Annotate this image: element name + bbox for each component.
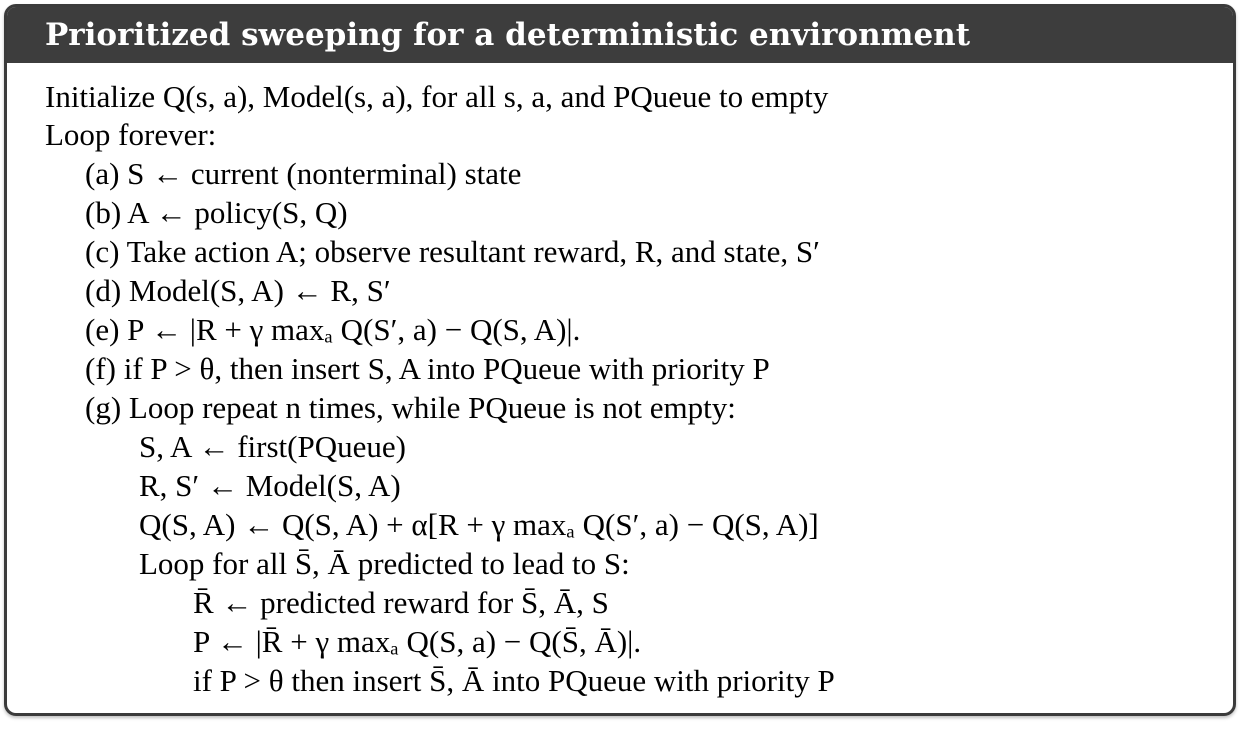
line-g-model: R, S′ ← Model(S, A): [139, 468, 401, 503]
line-step-g: (g) Loop repeat n times, while PQueue is not empty:: [85, 390, 736, 425]
line-g-first: S, A ← first(PQueue): [139, 429, 406, 464]
algorithm-body: [7, 63, 1233, 713]
line-step-f: (f) if P > θ, then insert S, A into PQueue with priority P: [85, 351, 770, 386]
line-loop-forever: Loop forever:: [45, 117, 217, 152]
algorithm-box: [4, 4, 1236, 716]
line-step-d: (d) Model(S, A) ← R, S′: [85, 273, 391, 308]
line-g-loop-pred: Loop for all S̄, Ā predicted to lead to S:: [139, 546, 630, 581]
line-g-insert: if P > θ then insert S̄, Ā into PQueue with priority P: [193, 663, 835, 698]
line-initialize: Initialize Q(s, a), Model(s, a), for all s, a, and PQueue to empty: [45, 79, 829, 114]
line-step-c: (c) Take action A; observe resultant reward, R, and state, S′: [85, 234, 820, 269]
line-step-a: (a) S ← current (nonterminal) state: [85, 156, 522, 191]
line-g-priority: P ← |R̄ + γ maxₐ Q(S, a) − Q(S̄, Ā)|.: [193, 624, 642, 659]
line-step-b: (b) A ← policy(S, Q): [85, 195, 348, 230]
line-step-e: (e) P ← |R + γ maxₐ Q(S′, a) − Q(S, A)|.: [85, 312, 581, 347]
algorithm-title: Prioritized sweeping for a deterministic environment: [7, 7, 1233, 63]
line-g-update: Q(S, A) ← Q(S, A) + α[R + γ maxₐ Q(S′, a) − Q(S, A)]: [139, 507, 819, 542]
line-g-reward: R̄ ← predicted reward for S̄, Ā, S: [193, 585, 609, 620]
